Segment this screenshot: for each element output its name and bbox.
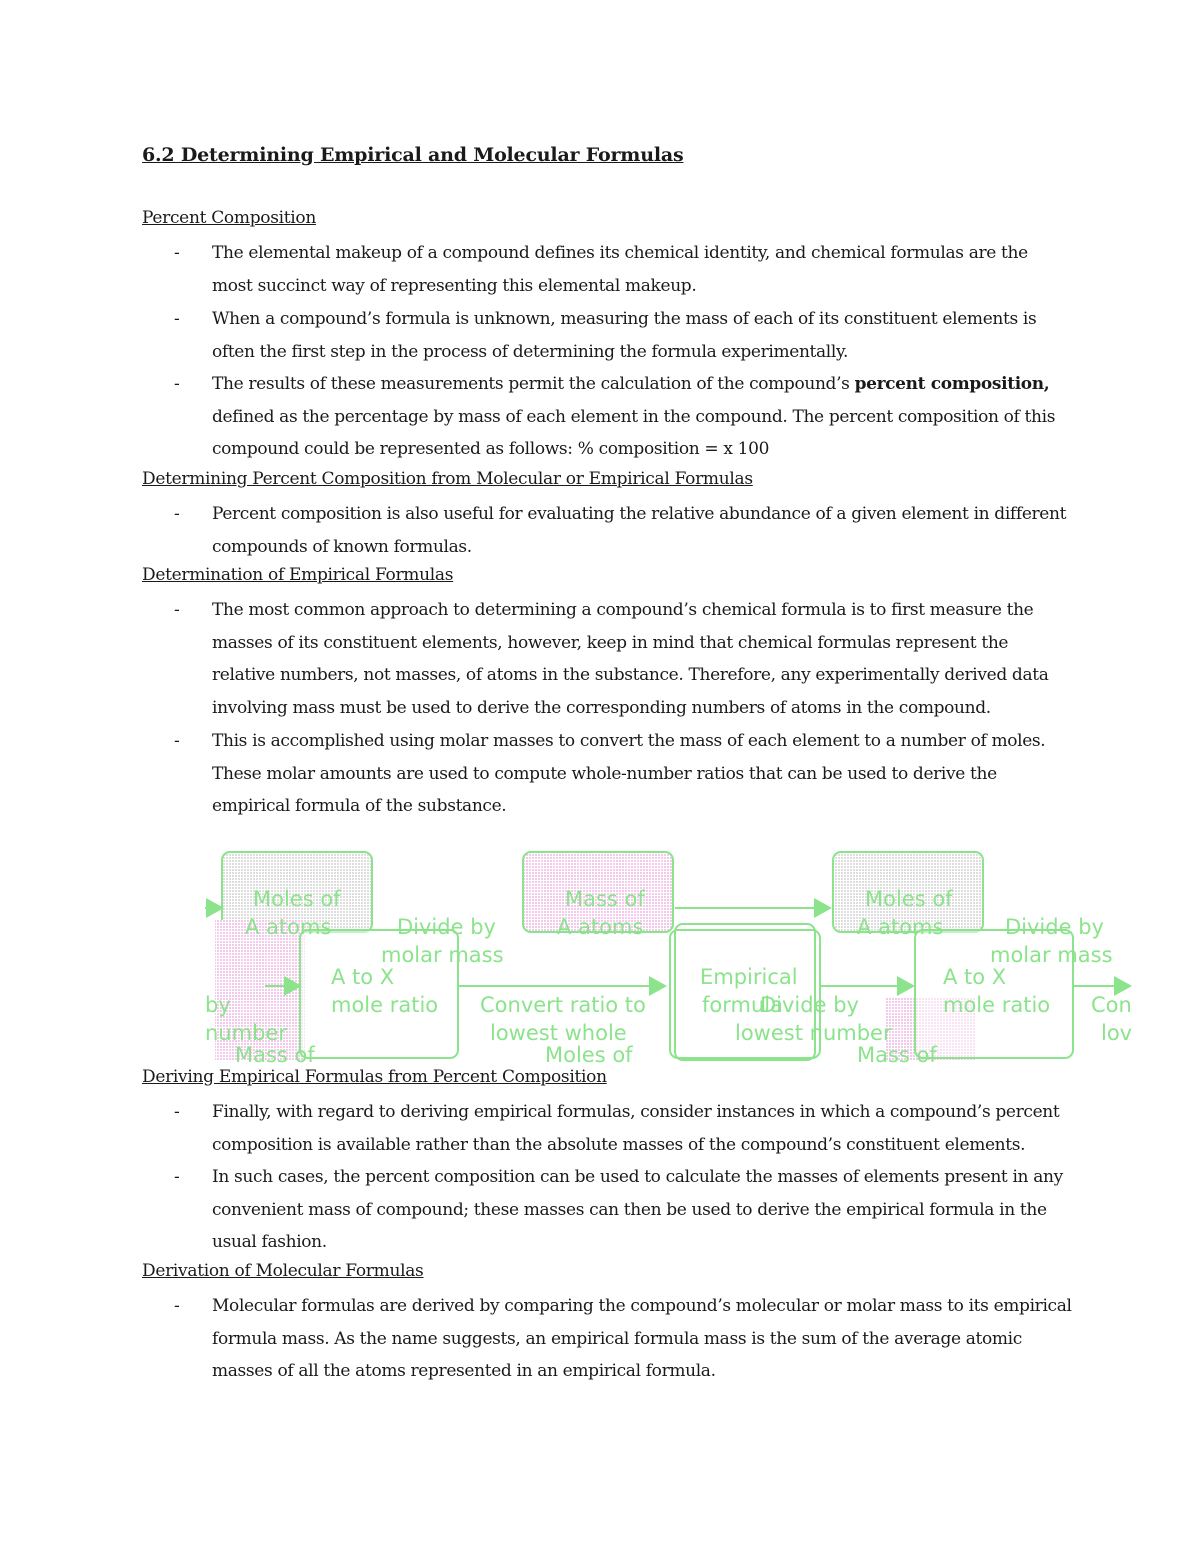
bullet-dash: - (174, 374, 180, 394)
section-heading-percent-from-formulas: Determining Percent Composition from Molecular or Empirical Formulas (142, 469, 753, 489)
list-item (142, 368, 1072, 466)
diagram-label-ratio: mole ratio (331, 993, 439, 1017)
document-title: 6.2 Determining Empirical and Molecular Formulas (142, 144, 684, 166)
bullet-text: The elemental makeup of a compound defines its chemical identity, and chemical formulas are the most succinct way of representing this elemental makeup. (212, 243, 1028, 296)
section-heading-empirical-formulas: Determination of Empirical Formulas (142, 565, 454, 585)
list-item (142, 1290, 1072, 1388)
diagram-label-by: by (205, 993, 231, 1017)
bullet-dash: - (174, 309, 180, 329)
list-item (142, 237, 1072, 302)
diagram-label-mass-a: Mass of (565, 887, 645, 911)
bullet-text: Percent composition is also useful for evaluating the relative abundance of a given element in different compounds of known formulas. (212, 504, 1067, 557)
diagram-label-divide-lowest: Divide by (760, 993, 859, 1017)
diagram-label-ratio-b: mole ratio (943, 993, 1051, 1017)
bullet-dash: - (174, 504, 180, 524)
bullet-text: The most common approach to determining a compound’s chemical formula is to first measure the masses of its constituent elements, however, keep in mind that chemical formulas represent the relative numbers, not masses, of atoms in the substance. Therefore, any experimentally derived data involving mass must be used to derive the corresponding numbers of atoms in the compound. (212, 600, 1049, 719)
diagram-label-convert: lowest whole (490, 1021, 627, 1045)
section-heading-percent-composition: Percent Composition (142, 208, 317, 228)
diagram-label-mass: Mass of (235, 1043, 315, 1063)
bullet-dash: - (174, 1167, 180, 1187)
bullet-text (212, 368, 1072, 466)
diagram-label-moles: Moles of (545, 1043, 633, 1063)
diagram-label-moles-a: Moles of (253, 887, 341, 911)
diagram-label-lov: lov (1101, 1021, 1133, 1045)
diagram-label-convert: Convert ratio to (480, 993, 646, 1017)
diagram-label-divide-molar: molar mass (381, 943, 504, 967)
diagram-label-empirical: formula (702, 993, 783, 1017)
diagram-label-moles-a-b: A atoms (857, 915, 944, 939)
flow-diagram-svg (205, 848, 1135, 1063)
diagram-label-divide-molar: Divide by (397, 915, 496, 939)
list-item (142, 1161, 1072, 1259)
diagram-label-mass: Mass of (857, 1043, 937, 1063)
bullet-text-part: defined as the percentage by mass of each element in the compound. The percent composition of this compound could be represented as follows: % composition = x 100 (212, 406, 1056, 460)
diagram-label-empirical: Empirical (700, 965, 798, 989)
section-heading-empirical-from-percent: Deriving Empirical Formulas from Percent Composition (142, 1067, 607, 1087)
bullet-dash: - (174, 243, 180, 263)
bullet-text: Finally, with regard to deriving empirical formulas, consider instances in which a compound’s percent composition is available rather than the absolute masses of the compound’s constituent elements. (212, 1102, 1060, 1155)
empirical-formula-flow-diagram (205, 848, 1135, 1063)
bullet-text: When a compound’s formula is unknown, measuring the mass of each of its constituent elements is often the first step in the process of determining the formula experimentally. (212, 309, 1037, 362)
bold-term: percent composition, (854, 374, 1050, 394)
bullet-text-part: The results of these measurements permit the calculation of the compound’s (212, 374, 855, 394)
diagram-label-moles-a: A atoms (245, 915, 332, 939)
list-item (142, 1096, 1072, 1161)
list-item (142, 725, 1072, 823)
bullet-text: Molecular formulas are derived by comparing the compound’s molecular or molar mass to its empirical formula mass. As the name suggests, an empirical formula mass is the sum of the average atomic masses of all the atoms represented in an empirical formula. (212, 1296, 1072, 1382)
diagram-label-con: Con (1091, 993, 1132, 1017)
diagram-label-ratio-b: A to X (943, 965, 1007, 989)
list-item (142, 594, 1072, 725)
bullet-dash: - (174, 731, 180, 751)
list-item (142, 498, 1072, 563)
bullet-dash: - (174, 600, 180, 620)
bullet-text: This is accomplished using molar masses to convert the mass of each element to a number of moles. These molar amounts are used to compute whole-number ratios that can be used to derive the empirical formula of the substance. (212, 731, 1046, 817)
diagram-label-divide-molar-b: molar mass (990, 943, 1113, 967)
diagram-label-divide-molar-b: Divide by (1005, 915, 1104, 939)
diagram-label-ratio: A to X (331, 965, 395, 989)
diagram-label-divide-lowest: lowest number (735, 1021, 892, 1045)
section-heading-molecular-formulas: Derivation of Molecular Formulas (142, 1261, 424, 1281)
diagram-label-moles-a-b: Moles of (865, 887, 953, 911)
diagram-label-number: number (205, 1021, 287, 1045)
bullet-dash: - (174, 1102, 180, 1122)
bullet-dash: - (174, 1296, 180, 1316)
list-item (142, 303, 1072, 368)
diagram-label-mass-a: A atoms (557, 915, 644, 939)
bullet-text: In such cases, the percent composition can be used to calculate the masses of elements present in any convenient mass of compound; these masses can then be used to derive the empirical formula in the usual fashion. (212, 1167, 1063, 1253)
